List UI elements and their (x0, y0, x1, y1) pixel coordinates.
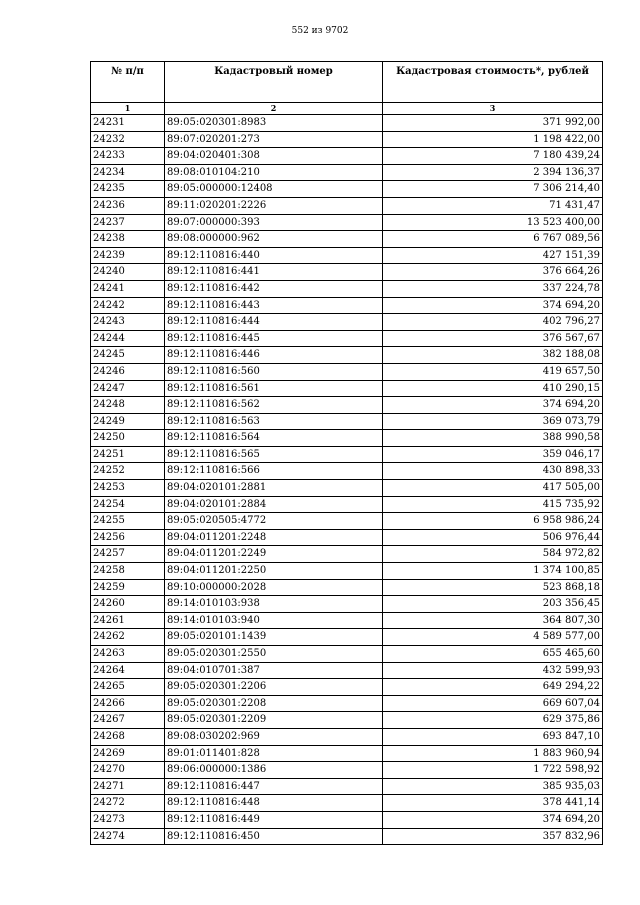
row-number-cell: 24271 (91, 778, 165, 795)
table-row (91, 811, 603, 828)
row-number-cell: 24240 (91, 264, 165, 281)
cadastral-number-cell: 89:01:011401:828 (165, 745, 383, 762)
table-row (91, 579, 603, 596)
row-number-cell: 24266 (91, 695, 165, 712)
cadastral-value-cell: 376 567,67 (383, 330, 603, 347)
cadastral-value-table (90, 61, 603, 845)
cadastral-number-cell: 89:05:020301:2206 (165, 679, 383, 696)
table-row (91, 164, 603, 181)
cadastral-value-cell: 432 599,93 (383, 662, 603, 679)
cadastral-value-cell: 359 046,17 (383, 446, 603, 463)
table-row (91, 762, 603, 779)
cadastral-value-cell: 374 694,20 (383, 811, 603, 828)
cadastral-number-cell: 89:12:110816:444 (165, 314, 383, 331)
row-number-cell: 24269 (91, 745, 165, 762)
cadastral-number-cell: 89:04:020101:2881 (165, 480, 383, 497)
row-number-cell: 24242 (91, 297, 165, 314)
cadastral-value-cell: 357 832,96 (383, 828, 603, 845)
cadastral-value-cell: 378 441,14 (383, 795, 603, 812)
table-row (91, 181, 603, 198)
cadastral-value-cell: 4 589 577,00 (383, 629, 603, 646)
row-number-cell: 24236 (91, 197, 165, 214)
cadastral-value-cell: 629 375,86 (383, 712, 603, 729)
cadastral-value-cell: 523 868,18 (383, 579, 603, 596)
table-row (91, 513, 603, 530)
table-row (91, 596, 603, 613)
table-row (91, 795, 603, 812)
column-number-1: 1 (91, 103, 165, 115)
cadastral-number-cell: 89:10:000000:2028 (165, 579, 383, 596)
row-number-cell: 24274 (91, 828, 165, 845)
cadastral-number-cell: 89:12:110816:441 (165, 264, 383, 281)
cadastral-number-cell: 89:12:110816:566 (165, 463, 383, 480)
row-number-cell: 24260 (91, 596, 165, 613)
table-row (91, 480, 603, 497)
cadastral-number-cell: 89:12:110816:565 (165, 446, 383, 463)
table-body (91, 115, 603, 845)
row-number-cell: 24231 (91, 115, 165, 132)
cadastral-number-cell: 89:08:000000:962 (165, 231, 383, 248)
cadastral-number-cell: 89:08:010104:210 (165, 164, 383, 181)
table-row (91, 363, 603, 380)
row-number-cell: 24255 (91, 513, 165, 530)
cadastral-value-cell: 374 694,20 (383, 397, 603, 414)
row-number-cell: 24258 (91, 563, 165, 580)
page-number-header: 552 из 9702 (291, 26, 349, 36)
cadastral-number-cell: 89:07:000000:393 (165, 214, 383, 231)
row-number-cell: 24235 (91, 181, 165, 198)
cadastral-value-cell: 371 992,00 (383, 115, 603, 132)
cadastral-number-cell: 89:05:020505:4772 (165, 513, 383, 530)
table-row (91, 728, 603, 745)
cadastral-value-cell: 388 990,58 (383, 430, 603, 447)
row-number-cell: 24272 (91, 795, 165, 812)
table-row (91, 745, 603, 762)
cadastral-number-cell: 89:04:011201:2250 (165, 563, 383, 580)
row-number-cell: 24248 (91, 397, 165, 414)
cadastral-number-cell: 89:04:020101:2884 (165, 496, 383, 513)
table-row (91, 446, 603, 463)
cadastral-value-cell: 584 972,82 (383, 546, 603, 563)
cadastral-value-cell: 669 607,04 (383, 695, 603, 712)
table-row (91, 529, 603, 546)
cadastral-number-cell: 89:14:010103:940 (165, 612, 383, 629)
cadastral-value-cell: 382 188,08 (383, 347, 603, 364)
cadastral-number-cell: 89:12:110816:560 (165, 363, 383, 380)
table-row (91, 430, 603, 447)
table-row (91, 280, 603, 297)
table-row (91, 197, 603, 214)
table-row (91, 563, 603, 580)
table-row (91, 629, 603, 646)
row-number-cell: 24241 (91, 280, 165, 297)
table-row (91, 778, 603, 795)
row-number-cell: 24268 (91, 728, 165, 745)
cadastral-number-cell: 89:12:110816:450 (165, 828, 383, 845)
cadastral-number-cell: 89:12:110816:446 (165, 347, 383, 364)
row-number-cell: 24262 (91, 629, 165, 646)
table-row (91, 131, 603, 148)
row-number-cell: 24233 (91, 148, 165, 165)
cadastral-number-cell: 89:07:020201:273 (165, 131, 383, 148)
row-number-cell: 24234 (91, 164, 165, 181)
table-row (91, 612, 603, 629)
table-row (91, 264, 603, 281)
cadastral-number-cell: 89:08:030202:969 (165, 728, 383, 745)
table-row (91, 646, 603, 663)
row-number-cell: 24257 (91, 546, 165, 563)
row-number-cell: 24250 (91, 430, 165, 447)
table-row (91, 148, 603, 165)
cadastral-number-cell: 89:04:010701:387 (165, 662, 383, 679)
row-number-cell: 24232 (91, 131, 165, 148)
table-row (91, 679, 603, 696)
row-number-cell: 24261 (91, 612, 165, 629)
cadastral-value-cell: 6 958 986,24 (383, 513, 603, 530)
table-row (91, 413, 603, 430)
cadastral-value-cell: 374 694,20 (383, 297, 603, 314)
cadastral-number-cell: 89:05:000000:12408 (165, 181, 383, 198)
cadastral-value-cell: 1 883 960,94 (383, 745, 603, 762)
cadastral-number-cell: 89:12:110816:563 (165, 413, 383, 430)
cadastral-number-cell: 89:12:110816:445 (165, 330, 383, 347)
table-row (91, 231, 603, 248)
cadastral-value-cell: 364 807,30 (383, 612, 603, 629)
row-number-cell: 24237 (91, 214, 165, 231)
row-number-cell: 24252 (91, 463, 165, 480)
cadastral-value-cell: 1 374 100,85 (383, 563, 603, 580)
cadastral-value-cell: 376 664,26 (383, 264, 603, 281)
row-number-cell: 24251 (91, 446, 165, 463)
cadastral-value-cell: 6 767 089,56 (383, 231, 603, 248)
table-row (91, 297, 603, 314)
cadastral-number-cell: 89:12:110816:562 (165, 397, 383, 414)
cadastral-number-cell: 89:12:110816:442 (165, 280, 383, 297)
cadastral-value-cell: 1 198 422,00 (383, 131, 603, 148)
cadastral-number-cell: 89:12:110816:447 (165, 778, 383, 795)
cadastral-number-cell: 89:12:110816:449 (165, 811, 383, 828)
table-row (91, 314, 603, 331)
cadastral-number-cell: 89:12:110816:561 (165, 380, 383, 397)
table-row (91, 214, 603, 231)
cadastral-value-cell: 649 294,22 (383, 679, 603, 696)
row-number-cell: 24244 (91, 330, 165, 347)
table-row (91, 380, 603, 397)
row-number-cell: 24245 (91, 347, 165, 364)
cadastral-value-cell: 337 224,78 (383, 280, 603, 297)
cadastral-number-cell: 89:12:110816:564 (165, 430, 383, 447)
cadastral-value-cell: 693 847,10 (383, 728, 603, 745)
row-number-cell: 24254 (91, 496, 165, 513)
cadastral-value-cell: 410 290,15 (383, 380, 603, 397)
row-number-cell: 24249 (91, 413, 165, 430)
row-number-cell: 24239 (91, 247, 165, 264)
row-number-cell: 24253 (91, 480, 165, 497)
row-number-cell: 24267 (91, 712, 165, 729)
column-number-3: 3 (383, 103, 603, 115)
cadastral-number-cell: 89:04:011201:2248 (165, 529, 383, 546)
table-row (91, 695, 603, 712)
row-number-cell: 24247 (91, 380, 165, 397)
table-row (91, 397, 603, 414)
table-row (91, 828, 603, 845)
cadastral-number-cell: 89:05:020101:1439 (165, 629, 383, 646)
cadastral-number-cell: 89:06:000000:1386 (165, 762, 383, 779)
cadastral-number-cell: 89:04:020401:308 (165, 148, 383, 165)
cadastral-value-cell: 203 356,45 (383, 596, 603, 613)
header-cadastral-value: Кадастровая стоимость*, рублей (383, 62, 603, 103)
cadastral-value-cell: 13 523 400,00 (383, 214, 603, 231)
cadastral-value-cell: 7 306 214,40 (383, 181, 603, 198)
table-row (91, 546, 603, 563)
row-number-cell: 24265 (91, 679, 165, 696)
header-row-number: № п/п (91, 62, 165, 103)
table-row (91, 712, 603, 729)
column-number-row (91, 103, 603, 115)
cadastral-value-cell: 7 180 439,24 (383, 148, 603, 165)
cadastral-value-cell: 417 505,00 (383, 480, 603, 497)
cadastral-value-cell: 415 735,92 (383, 496, 603, 513)
table-row (91, 463, 603, 480)
table-row (91, 247, 603, 264)
table-row (91, 347, 603, 364)
row-number-cell: 24264 (91, 662, 165, 679)
cadastral-value-cell: 385 935,03 (383, 778, 603, 795)
cadastral-number-cell: 89:11:020201:2226 (165, 197, 383, 214)
cadastral-number-cell: 89:04:011201:2249 (165, 546, 383, 563)
cadastral-number-cell: 89:05:020301:2208 (165, 695, 383, 712)
cadastral-value-cell: 2 394 136,37 (383, 164, 603, 181)
row-number-cell: 24270 (91, 762, 165, 779)
cadastral-number-cell: 89:05:020301:2550 (165, 646, 383, 663)
cadastral-value-cell: 419 657,50 (383, 363, 603, 380)
cadastral-number-cell: 89:12:110816:443 (165, 297, 383, 314)
row-number-cell: 24238 (91, 231, 165, 248)
cadastral-value-cell: 402 796,27 (383, 314, 603, 331)
row-number-cell: 24273 (91, 811, 165, 828)
cadastral-value-cell: 506 976,44 (383, 529, 603, 546)
table-header-row (91, 62, 603, 103)
cadastral-value-cell: 1 722 598,92 (383, 762, 603, 779)
table-row (91, 496, 603, 513)
cadastral-value-cell: 369 073,79 (383, 413, 603, 430)
row-number-cell: 24263 (91, 646, 165, 663)
table-row (91, 662, 603, 679)
column-number-2: 2 (165, 103, 383, 115)
cadastral-value-cell: 430 898,33 (383, 463, 603, 480)
row-number-cell: 24259 (91, 579, 165, 596)
header-cadastral-number: Кадастровый номер (165, 62, 383, 103)
table-row (91, 330, 603, 347)
cadastral-number-cell: 89:05:020301:2209 (165, 712, 383, 729)
row-number-cell: 24243 (91, 314, 165, 331)
cadastral-value-cell: 427 151,39 (383, 247, 603, 264)
cadastral-number-cell: 89:14:010103:938 (165, 596, 383, 613)
row-number-cell: 24256 (91, 529, 165, 546)
cadastral-number-cell: 89:12:110816:440 (165, 247, 383, 264)
row-number-cell: 24246 (91, 363, 165, 380)
cadastral-value-cell: 71 431,47 (383, 197, 603, 214)
cadastral-number-cell: 89:05:020301:8983 (165, 115, 383, 132)
cadastral-value-cell: 655 465,60 (383, 646, 603, 663)
cadastral-number-cell: 89:12:110816:448 (165, 795, 383, 812)
table-row (91, 115, 603, 132)
